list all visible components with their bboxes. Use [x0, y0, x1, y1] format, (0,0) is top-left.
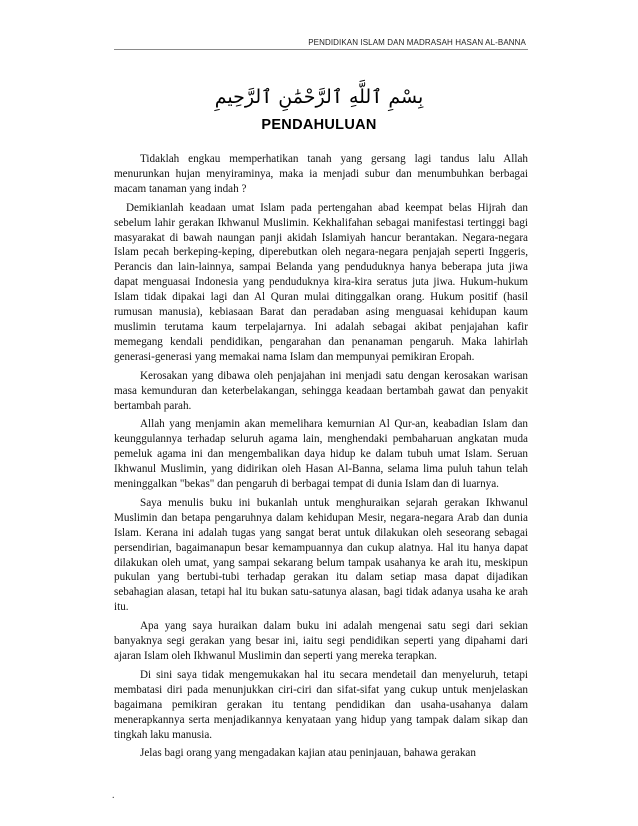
- paragraph-1: Tidaklah engkau memperhatikan tanah yang gersang lagi tandus lalu Allah menurunkan hujan menyiraminya, maka ia menjadi subur dan menumbuhkan berbagai macam tanaman yang indah ?: [114, 153, 528, 195]
- paragraph-8: Jelas bagi orang yang mengadakan kajian atau peninjauan, bahawa gerakan: [140, 747, 476, 760]
- paragraph-2: Demikianlah keadaan umat Islam pada pertengahan abad keempat belas Hijrah dan sebelum lahir gerakan Ikhwanul Muslimin. Kekhalifahan sebagai manifestasi tertinggi bagi masyarakat di bawah naungan panji akidah Islamiyah hancur berantakan. Negara-negara Islam pecah berkeping-keping, diperebutkan oleh negara-negara penjajah seperti Inggeris, Perancis dan lain-lainnya, sampai Belanda yang penduduknya hanya beberapa juta jiwa dapat menguasai Indonesia yang penduduknya kira-kira seratus juta jiwa. Hukum-hukum Islam tidak dipakai lagi dan Al Quran mulai ditinggalkan orang. Hukum positif (hasil rumusan manusia), kebiasaan Barat dan peradaban asing menguasai kehidupan kaum muslimin terutama kaum terpelajarnya. Ini adalah sebagai akibat penjajahan kafir memegang kendali pendidikan, pengarahan dan penanaman pengaruh. Maka lahirlah generasi-generasi yang memakai nama Islam dan mempunyai pemikiran Eropah.: [114, 201, 528, 363]
- basmala-calligraphy: بِسْمِ ٱللَّهِ ٱلرَّحْمَٰنِ ٱلرَّحِيمِ: [214, 86, 424, 108]
- running-header: PENDIDIKAN ISLAM DAN MADRASAH HASAN AL-BANNA: [308, 38, 526, 47]
- paragraph-5: Saya menulis buku ini bukanlah untuk menghuraikan sejarah gerakan Ikhwanul Muslimin dan betapa pengaruhnya dalam kehidupan Mesir, negara-negara Arab dan dunia Islam. Kerana ini adalah tugas yang sangat berat untuk dilakukan oleh seseorang sebagai persendirian, bagaimanapun besar kemampuannya dan cukup alatnya. Hal itu hanya dapat dilakukan oleh umat, yang sampai sekarang belum tampak usahanya ke arah itu, meskipun pukulan yang bertubi-tubi terhadap gerakan itu dalam setiap masa dapat dijadikan sebahagian alasan, tetapi hal itu bukan satu-satunya alasan, bagi tidak adanya usaha ke arah itu.: [114, 496, 528, 614]
- paragraph-7: Di sini saya tidak mengemukakan hal itu secara mendetail dan menyeluruh, tetapi membatasi diri pada menunjukkan ciri-ciri dan sifat-sifat yang cukup untuk menjelaskan bagaimana pemikiran gerakan itu tentang pendidikan dan usaha-usahanya dalam menerapkannya serta menjadikannya kenyataan yang hidup yang tampak dalam sikap dan tingkah laku manusia.: [114, 668, 528, 741]
- paragraph-6: Apa yang saya huraikan dalam buku ini adalah mengenai satu segi dari sekian banyaknya segi gerakan yang besar ini, iaitu segi pendidikan seperti yang dipahami dari ajaran Islam oleh Ikhwanul Muslimin dan seperti yang mereka terapkan.: [114, 620, 528, 662]
- body-text: [114, 152, 528, 765]
- paragraph-3: Kerosakan yang dibawa oleh penjajahan ini menjadi satu dengan kerosakan warisan masa kemunduran dan keterbelakangan, sehingga keadaan bertambah gawat dan penyakit bertambah parah.: [114, 369, 528, 412]
- paragraph-4: Allah yang menjamin akan memelihara kemurnian Al Qur-an, keabadian Islam dan keunggulannya terhadap seluruh agama lain, menghendaki pembaharuan angkatan muda pemeluk agama ini dan mengembalikan daya hidup ke dalam tubuh umat Islam. Seruan Ikhwanul Muslimin, yang didirikan oleh Hasan Al-Banna, selama lima puluh tahun telah meninggalkan "bekas" dan pengaruh di berbagai tempat di dunia Islam dan di luarnya.: [114, 418, 528, 491]
- header-rule: [114, 49, 528, 50]
- chapter-title: PENDAHULUAN: [261, 117, 377, 133]
- footer-mark: .: [112, 790, 115, 801]
